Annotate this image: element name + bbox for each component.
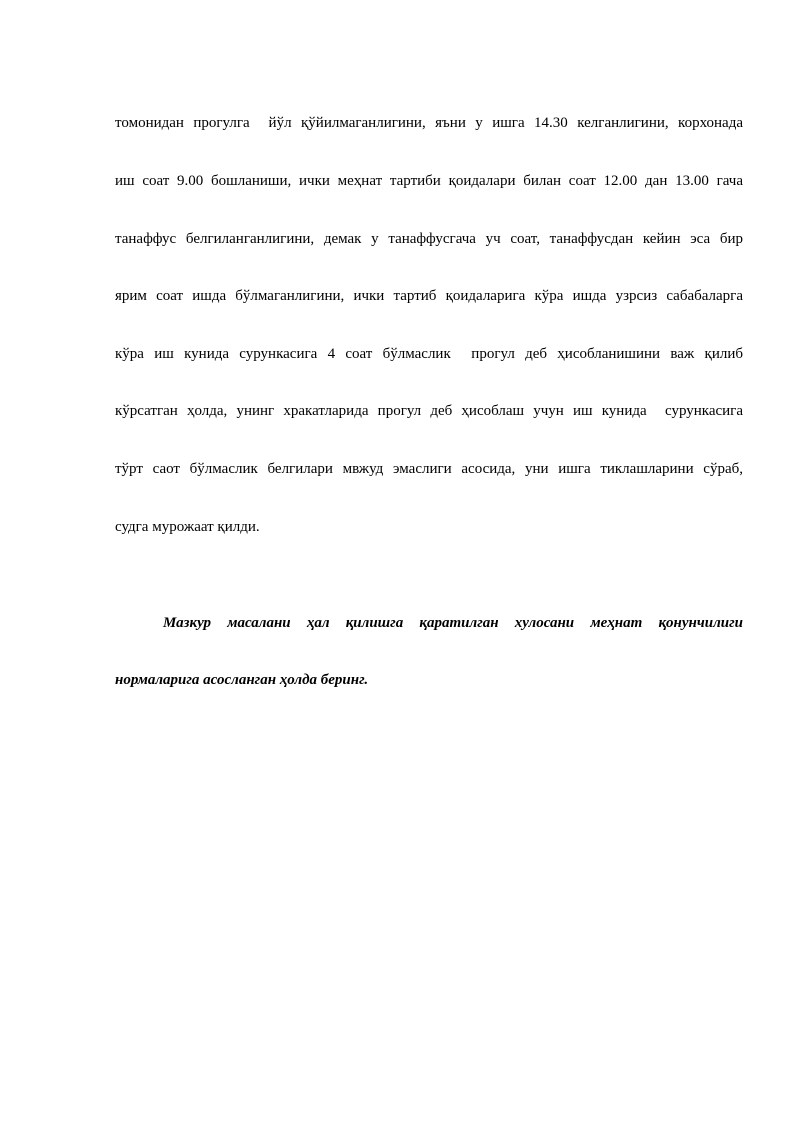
document-text [115,76,743,729]
paragraph-line: судга мурожаат қилди. [115,518,260,535]
task-line: Мазкур масалани ҳал қилишга қаратилган хулосани меҳнат қонунчилиги [163,614,743,631]
paragraph-line: танаффус белгиланганлигини, демак у танаффусгача уч соат, танаффусдан кейин эса бир [115,230,743,247]
task-instruction [115,575,743,729]
paragraph-line: кўра иш кунида сурункасига 4 соат бўлмаслик прогул деб ҳисобланишини важ қилиб [115,345,743,362]
task-line: нормаларига асосланган ҳолда беринг. [115,672,369,689]
case-paragraph [115,76,743,575]
paragraph-line: кўрсатган ҳолда, унинг хракатларида прогул деб ҳисоблаш учун иш кунида сурункасига [115,403,743,420]
paragraph-line: ярим соат ишда бўлмаганлигини, ички тартиб қоидаларига кўра ишда узрсиз сабабаларга [115,288,743,305]
paragraph-line: томонидан прогулга йўл қўйилмаганлигини, яъни у ишга 14.30 келганлигини, корхонада [115,115,743,132]
paragraph-line: тўрт саот бўлмаслик белгилари мвжуд эмаслиги асосида, уни ишга тиклашларини сўраб, [115,460,743,477]
paragraph-line: иш соат 9.00 бошланиши, ички меҳнат тартиби қоидалари билан соат 12.00 дан 13.00 гача [115,173,743,189]
